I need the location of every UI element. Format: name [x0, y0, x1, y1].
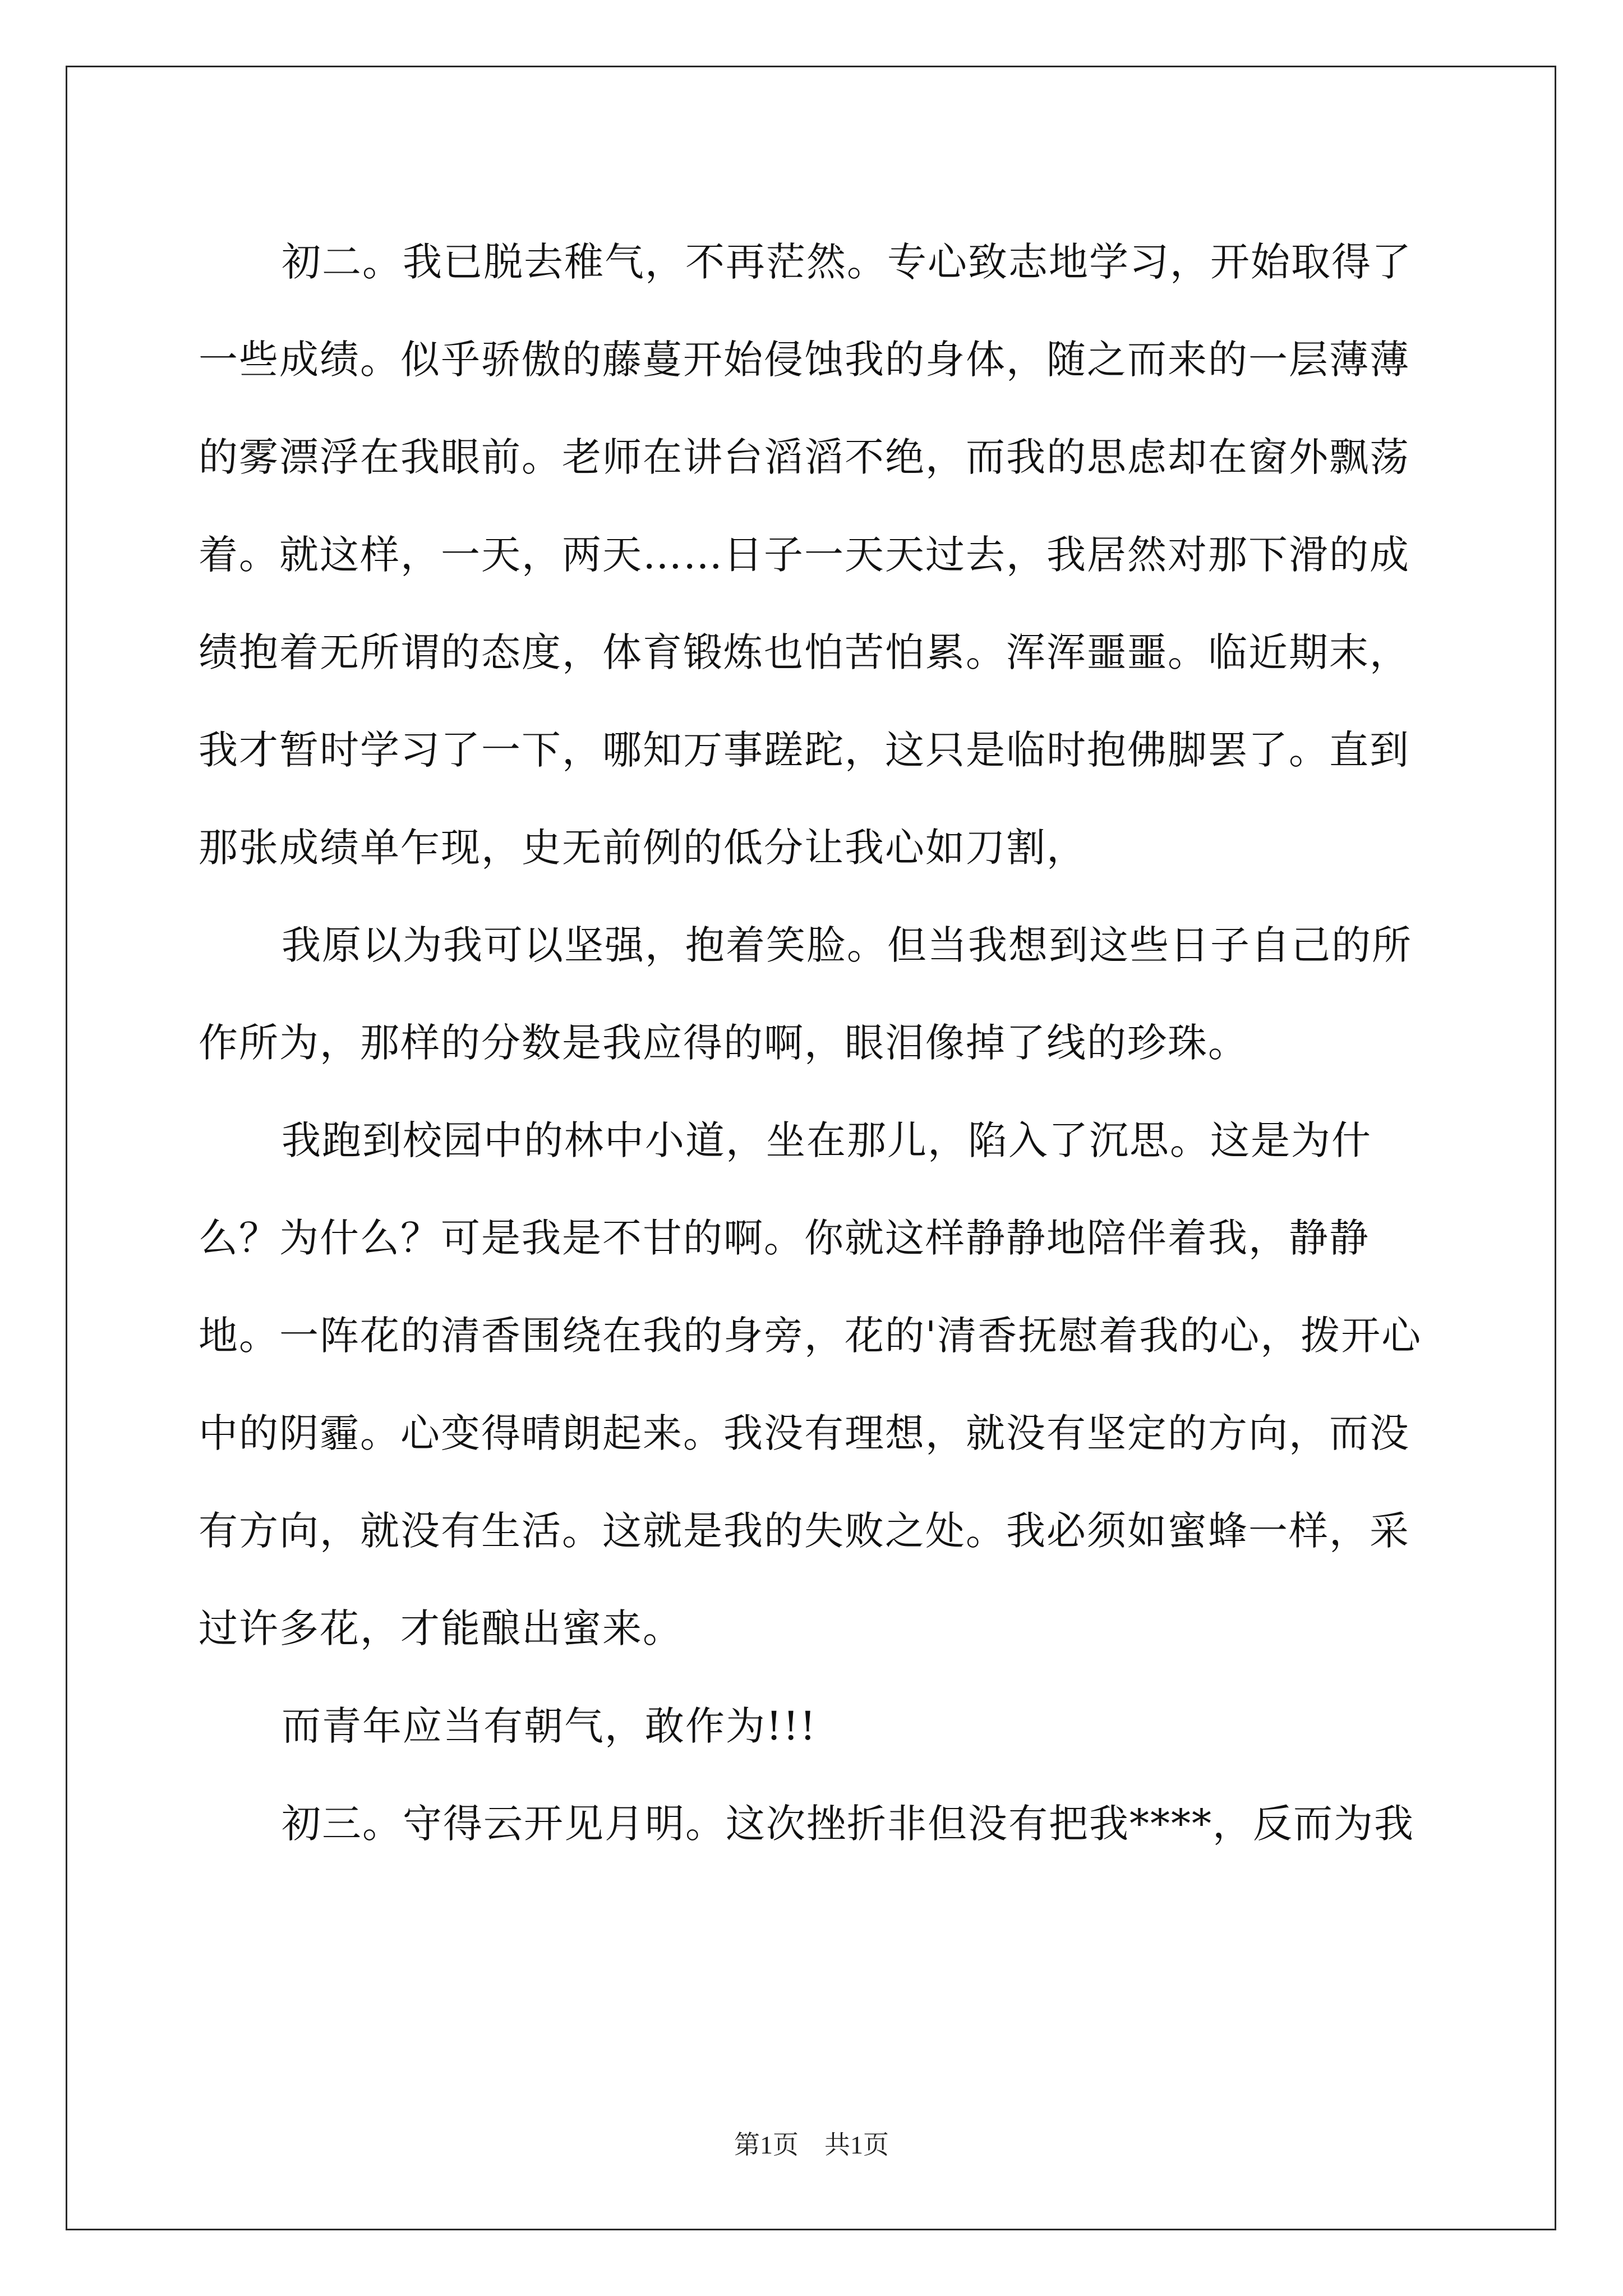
page-footer: 第1页 共1页 — [734, 2131, 889, 2159]
paragraph-4: 而青年应当有朝气，敢作为!!! — [282, 1703, 817, 1749]
paragraph-1: 初二。我已脱去稚气，不再茫然。专心致志地学习，开始取得了一些成绩。似乎骄傲的藤蔓开始侵蚀我的身体，随之而来的一层薄薄的雾漂浮在我眼前。老师在讲台滔滔不绝，而我的思虑却在窗外飘荡着。就这样，一天，两天……日子一天天过去，我居然对那下滑的成绩抱着无所谓的态度，体育锻炼也怕苦怕累。浑浑噩噩。临近期末，我才暂时学习了一下，哪知万事蹉跎，这只是临时抱佛脚罢了。直到那张成绩单乍现，史无前例的低分让我心如刀割， — [199, 239, 1412, 871]
paragraph-2: 我原以为我可以坚强，抱着笑脸。但当我想到这些日子自己的所作所为，那样的分数是我应得的啊，眼泪像掉了线的珍珠。 — [199, 922, 1412, 1066]
paragraph-3: 我跑到校园中的林中小道，坐在那儿，陷入了沉思。这是为什么？为什么？可是我是不甘的啊。你就这样静静地陪伴着我，静静地。一阵花的清香围绕在我的身旁，花的'清香抚慰着我的心，拨开心中的阴霾。心变得晴朗起来。我没有理想，就没有坚定的方向，而没有方向，就没有生活。这就是我的失败之处。我必须如蜜蜂一样，采过许多花，才能酿出蜜来。 — [199, 1117, 1422, 1651]
document-body — [199, 213, 1432, 1872]
paragraph-5: 初三。守得云开见月明。这次挫折非但没有把我****，反而为我 — [282, 1801, 1414, 1847]
